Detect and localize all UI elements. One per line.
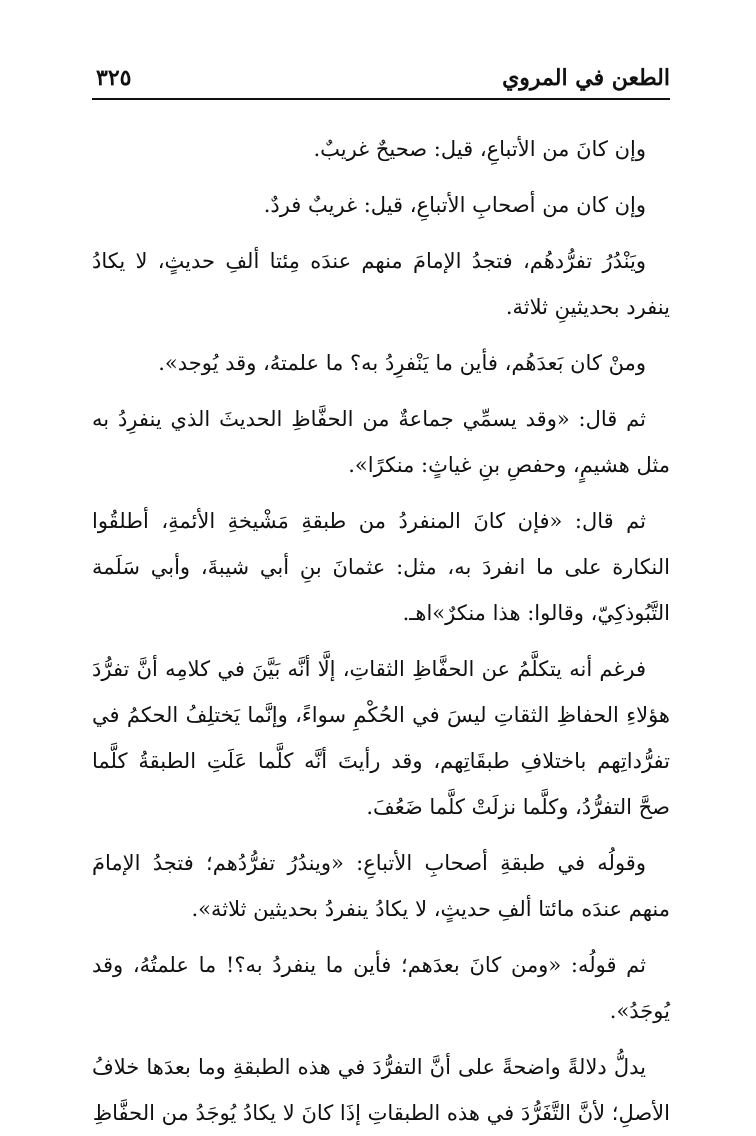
paragraph-10: يدلُّ دلالةً واضحةً على أنَّ التفرُّدَ في هذه الطبقةِ وما بعدَها خلافُ الأصلِ؛ لأنَّ التَّفَرُّدَ في هذه الطبقاتِ إذَا كانَ لا يكادُ يُوجَدُ من الحفَّاظِ [92, 1055, 670, 1125]
paragraph-3: ويَنْدُرُ تفرُّدهُم، فتجدُ الإمامَ منهم عندَه مِئتا ألفِ حديثٍ، لا يكادُ ينفرد بحديثينِ ثلاثة. [92, 249, 670, 319]
paragraph-7: فرغم أنه يتكلَّمُ عن الحفَّاظِ الثقاتِ، إلَّا أنَّه بَيَّنَ في كلامِه أنَّ تفرُّدَ هؤلاءِ الحفاظِ الثقاتِ ليسَ في الحُكْمِ سواءً، وإنَّما يَختلِفُ الحكمُ في تفرُّداتِهم باختلافِ طبقَاتِهم، وقد رأيتَ أنَّه كلَّما عَلَتِ الطبقةُ كلَّما صحَّ التفرُّدُ، وكلَّما نزلَتْ كلَّما ضَعُفَ. [92, 657, 670, 819]
paragraph-4: ومنْ كان بَعدَهُم، فأين ما يَنْفرِدُ به؟ ما علمتهُ، وقد يُوجد». [158, 351, 646, 375]
paragraph-5: ثم قال: «وقد يسمِّي جماعةٌ من الحفَّاظِ الحديثَ الذي ينفرِدُ به مثل هشيمٍ، وحفصِ بنِ غياثٍ: منكرًا». [92, 407, 670, 477]
running-title: الطعن في المروي [502, 65, 670, 91]
body-text [92, 126, 670, 1136]
running-header [92, 58, 670, 100]
paragraph-2: وإن كان من أصحابِ الأتباعِ، قيل: غريبٌ فردٌ. [263, 193, 646, 217]
paragraph-8: وقولُه في طبقةِ أصحابِ الأتباعِ: «ويندُرُ تفرُّدُهم؛ فتجدُ الإمامَ منهم عندَه مائتا ألفِ حديثٍ، لا يكادُ ينفردُ بحديثين ثلاثة». [92, 851, 670, 921]
paragraph-6: ثم قال: «فإن كانَ المنفردُ من طبقةِ مَشْيخةِ الأئمةِ، أطلقُوا النكارة على ما انفردَ به، مثل: عثمانَ بنِ أبي شيبةَ، وأبي سَلَمة التَّبُوذكِيّ، وقالوا: هذا منكرٌ»اهـ. [92, 509, 670, 625]
document-page [92, 58, 670, 1125]
paragraph-9: ثم قولُه: «ومن كانَ بعدَهم؛ فأين ما ينفردُ به؟! ما علمتُهُ، وقد يُوجَدُ». [92, 953, 670, 1023]
page-number: ٣٢٥ [96, 65, 132, 91]
paragraph-1: وإن كانَ من الأتباعِ، قيل: صحيحٌ غريبٌ. [313, 137, 646, 161]
